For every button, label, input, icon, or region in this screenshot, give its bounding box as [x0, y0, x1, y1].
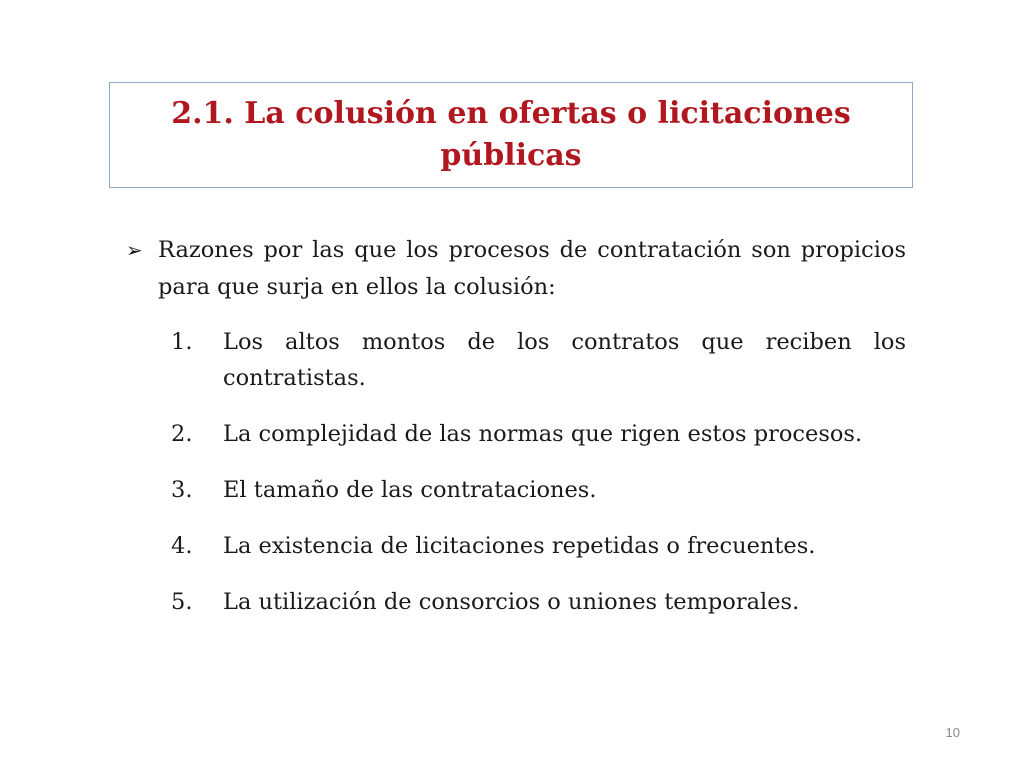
item-text: Los altos montos de los contratos que reciben los contratistas.	[223, 329, 906, 391]
slide-content	[126, 232, 906, 640]
item-number: 5.	[171, 589, 193, 615]
list-item	[171, 528, 906, 564]
item-text: El tamaño de las contrataciones.	[223, 477, 597, 503]
slide-title: 2.1. La colusión en ofertas o licitaciones públicas	[171, 96, 851, 173]
reasons-list	[171, 324, 906, 620]
list-item	[171, 324, 906, 396]
item-number: 2.	[171, 421, 193, 447]
item-text: La existencia de licitaciones repetidas o frecuentes.	[223, 533, 816, 559]
item-number: 4.	[171, 533, 193, 559]
item-text: La complejidad de las normas que rigen estos procesos.	[223, 421, 863, 447]
arrow-bullet-icon: ➢	[126, 238, 143, 262]
lead-bullet-text: Razones por las que los procesos de contratación son propicios para que surja en ellos la colusión:	[158, 237, 906, 300]
list-item	[171, 416, 906, 452]
item-text: La utilización de consorcios o uniones temporales.	[223, 589, 800, 615]
list-item	[171, 472, 906, 508]
lead-bullet	[126, 232, 906, 306]
page-number: 10	[945, 725, 960, 740]
list-item	[171, 584, 906, 620]
title-box	[109, 82, 913, 188]
item-number: 1.	[171, 329, 193, 355]
item-number: 3.	[171, 477, 193, 503]
